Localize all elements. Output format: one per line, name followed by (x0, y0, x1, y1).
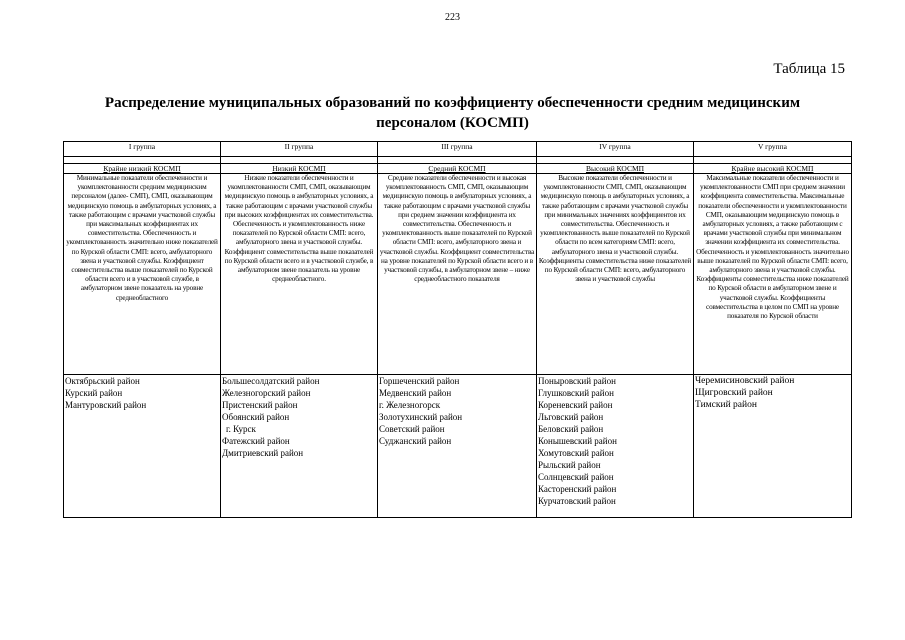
district-item: Обоянский район (222, 412, 290, 422)
district-item: Хомутовский район (538, 448, 614, 458)
district-item: Солнцевский район (538, 472, 614, 482)
district-item: Курский район (65, 388, 123, 398)
district-list-4 (537, 375, 694, 518)
district-item: Курчатовский район (538, 496, 616, 506)
group-description-4: Высокие показатели обеспеченности и укомплектованности СМП, СМП, оказывающим медицинскую помощь в амбулаторных условиях, а также работающим с врачами участковой службы при минимальных значениях коэффициентов их совместительства. Обеспеченность и укомплектованность выше показателей по Курской области по всем категориям СМП: всего, амбулаторного звена и участковой службы. Коэффициенты совместительства ниже показателей по Курской области СМП: всего, амбулаторного звена и участковой службы (537, 174, 694, 375)
level-row (64, 164, 852, 174)
level-label-4: Высокий КОСМП (537, 164, 694, 174)
district-item: г. Курск (226, 424, 256, 434)
group-description-3: Средние показатели обеспеченности и высокая укомплектованность СМП, СМП, оказывающим медицинскую помощь в амбулаторных условиях, а также работающим с врачами участковой службы при среднем значении коэффициента их совместительства. Обеспеченность и укомплектованность выше показателей по Курской области СМП: всего, амбулаторного звена и участковой службы. Коэффициент совместительства на уровне показателей по Курской области всего и в участковой службы, в амбулаторном звене – ниже среднеобластного показателя (378, 174, 537, 375)
district-item: Большесолдатский район (222, 376, 320, 386)
document-title: Распределение муниципальных образований по коэффициенту обеспеченности средним медицинским персоналом (КОСМП) (104, 95, 801, 131)
table-label: Таблица 15 (773, 61, 845, 77)
district-item: Конышевский район (538, 436, 617, 446)
district-list-2 (221, 375, 378, 518)
district-item: Тимский район (695, 400, 757, 410)
level-label-5: Крайне высокий КОСМП (694, 164, 852, 174)
group-description-5: Максимальные показатели обеспеченности и укомплектованности СМП при среднем значении коэффициента совместительства. Максимальные показатели обеспеченности и укомплектованности СМП, оказывающим медицинскую помощь в амбулаторных условиях, а также работающим с врачами участковой службы при минимальном значении коэффициента их совместительства. Обеспеченность и укомплектованность значительно выше показателей по Курской области СМП: всего, амбулаторного звена и участковой службы. Коэффициенты совместительства ниже показателей по Курской области в амбулаторном звене и участковой службы. Коэффициенты совместительства в целом по СМП на уровне показателя по Курской области (694, 174, 852, 375)
district-item: Кореневский район (538, 400, 613, 410)
distribution-table (63, 141, 852, 518)
district-item: Горшеченский район (379, 376, 460, 386)
group-header-3: III группа (378, 142, 537, 157)
group-header-2: II группа (221, 142, 378, 157)
group-header-4: IV группа (537, 142, 694, 157)
district-list-5 (694, 375, 852, 518)
district-item: Льговский район (538, 412, 604, 422)
page-number: 223 (445, 12, 460, 23)
district-item: Советский район (379, 424, 445, 434)
level-label-1: Крайне низкий КОСМП (64, 164, 221, 174)
district-item: Рыльский район (538, 460, 601, 470)
level-label-2: Низкий КОСМП (221, 164, 378, 174)
group-description-1: Минимальные показатели обеспеченности и укомплектованности средним медицинским персоналом (далее- СМП), СМП, оказывающим медицинскую помощь в амбулаторных условиях, а также работающим с врачами участковой службы при максимальных коэффициентах их совместительства. Обеспеченность и укомплектованность значительно ниже показателей по Курской области СМП: всего, амбулаторного звена и участковой службы. Коэффициент совместительства выше показателей по Курской области всего и в участковой службе, в амбулаторном звене показатель на уровне среднеобластного (64, 174, 221, 375)
group-header-1: I группа (64, 142, 221, 157)
district-item: Медвенский район (379, 388, 452, 398)
district-item: Поныровский район (538, 376, 616, 386)
district-item: Щигровский район (695, 388, 773, 398)
district-item: Мантуровский район (65, 400, 147, 410)
district-item: Золотухинский район (379, 412, 463, 422)
district-item: Железногорский район (222, 388, 311, 398)
district-item: Касторенский район (538, 484, 617, 494)
group-description-2: Низкие показатели обеспеченности и укомплектованности СМП, СМП, оказывающим медицинскую помощь в амбулаторных условиях, а также работающим с врачами участковой службы при высоких коэффициентах их совместительства. Обеспеченность и укомплектованность ниже показателей по Курской области СМП: всего, амбулаторного звена и участковой службы. Коэффициент совместительства выше показателей по Курской области всего и в участковой службе, в амбулаторном звене показатель на уровне среднеобластного. (221, 174, 378, 375)
group-header-row (64, 142, 852, 157)
level-label-3: Средний КОСМП (378, 164, 537, 174)
districts-row (64, 375, 852, 518)
district-item: Фатежский район (222, 436, 290, 446)
district-item: Глушковский район (538, 388, 614, 398)
district-item: Беловский район (538, 424, 604, 434)
district-item: Дмитриевский район (222, 448, 304, 458)
district-list-1 (64, 375, 221, 518)
district-item: Пристенский район (222, 400, 298, 410)
district-item: Октябрьский район (65, 376, 140, 386)
district-list-3 (378, 375, 537, 518)
description-row (64, 174, 852, 375)
district-item: г. Железногорск (379, 400, 441, 410)
group-header-5: V группа (694, 142, 852, 157)
district-item: Черемисиновский район (695, 376, 795, 386)
district-item: Суджанский район (379, 436, 452, 446)
spacer-row (64, 157, 852, 164)
